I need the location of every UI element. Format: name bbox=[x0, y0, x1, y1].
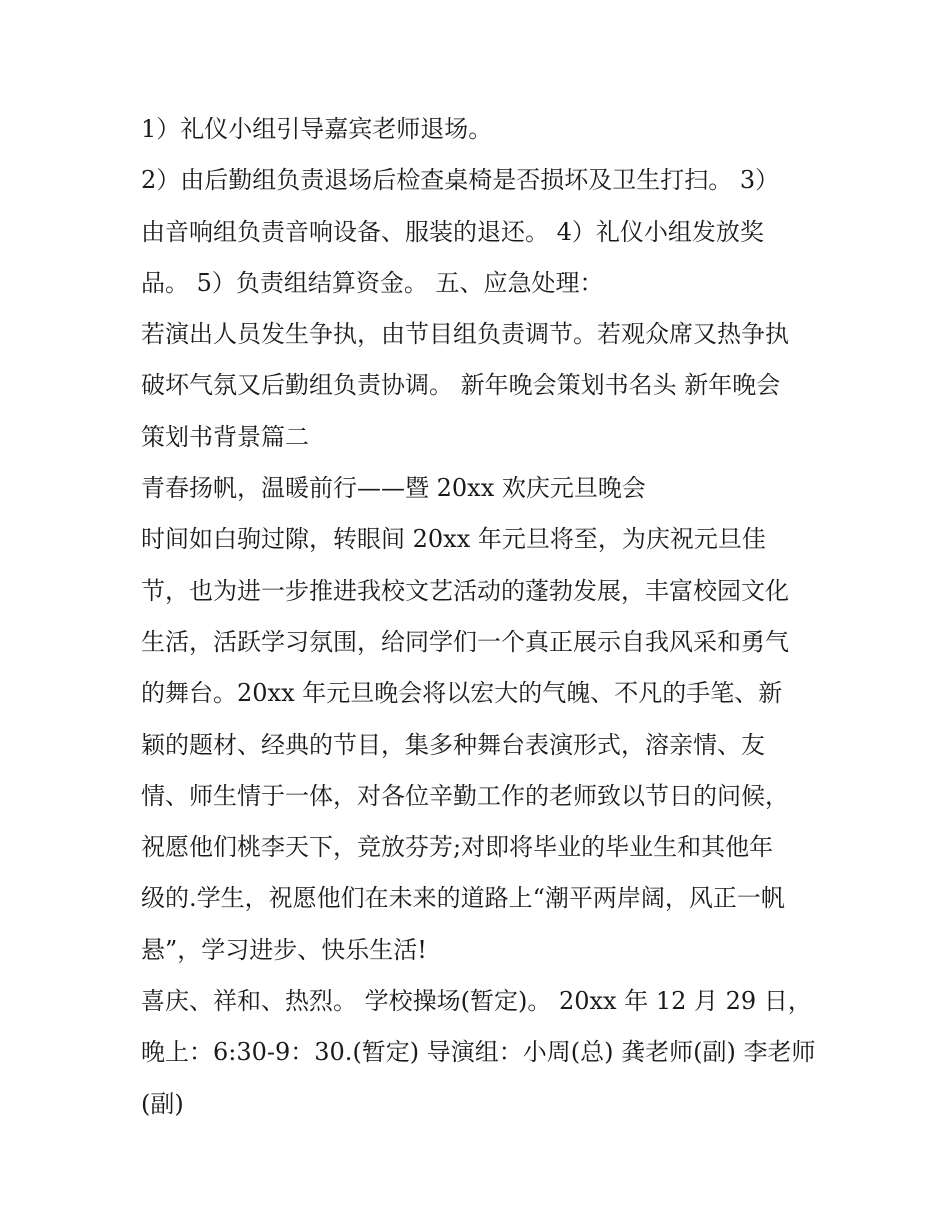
text-line: 品。 5）负责组结算资金。 五、应急处理： bbox=[141, 268, 604, 297]
text-line: 的舞台。20xx 年元旦晚会将以宏大的气魄、不凡的手笔、新 bbox=[141, 679, 783, 708]
text-line: 悬”，学习进步、快乐生活! bbox=[141, 935, 427, 964]
document-body bbox=[141, 104, 841, 1130]
text-line: 喜庆、祥和、热烈。 学校操场(暂定)。 20xx 年 12 月 29 日， bbox=[141, 987, 812, 1016]
text-line: 生活，活跃学习氛围，给同学们一个真正展示自我风采和勇气 bbox=[141, 627, 789, 656]
text-line: 级的.学生，祝愿他们在未来的道路上“潮平两岸阔，风正一帆 bbox=[141, 884, 785, 913]
text-line: 晚上：6:30-9：30.(暂定) 导演组：小周(总) 龚老师(副) 李老师 bbox=[141, 1038, 816, 1067]
text-line: 由音响组负责音响设备、服装的退还。 4）礼仪小组发放奖 bbox=[141, 217, 764, 246]
text-line: 祝愿他们桃李天下，竞放芬芳;对即将毕业的毕业生和其他年 bbox=[141, 833, 774, 862]
text-line: 时间如白驹过隙，转眼间 20xx 年元旦将至，为庆祝元旦佳 bbox=[141, 525, 766, 554]
text-line: 策划书背景篇二 bbox=[141, 422, 309, 451]
text-line: 破坏气氛又后勤组负责协调。 新年晚会策划书名头 新年晚会 bbox=[141, 371, 781, 400]
text-line: 2）由后勤组负责退场后检查桌椅是否损坏及卫生打扫。 3） bbox=[141, 166, 780, 195]
text-line: 1）礼仪小组引导嘉宾老师退场。 bbox=[141, 115, 493, 143]
section-title: 青春扬帆，温暖前行——暨 20xx 欢庆元旦晚会 bbox=[141, 474, 646, 503]
text-line: (副) bbox=[141, 1089, 184, 1118]
text-line: 若演出人员发生争执，由节目组负责调节。若观众席又热争执 bbox=[141, 320, 789, 349]
text-line: 情、师生情于一体，对各位辛勤工作的老师致以节日的问候， bbox=[141, 781, 789, 810]
text-line: 颖的题材、经典的节目，集多种舞台表演形式，溶亲情、友 bbox=[141, 730, 765, 759]
text-line: 节，也为进一步推进我校文艺活动的蓬勃发展，丰富校园文化 bbox=[141, 576, 789, 605]
